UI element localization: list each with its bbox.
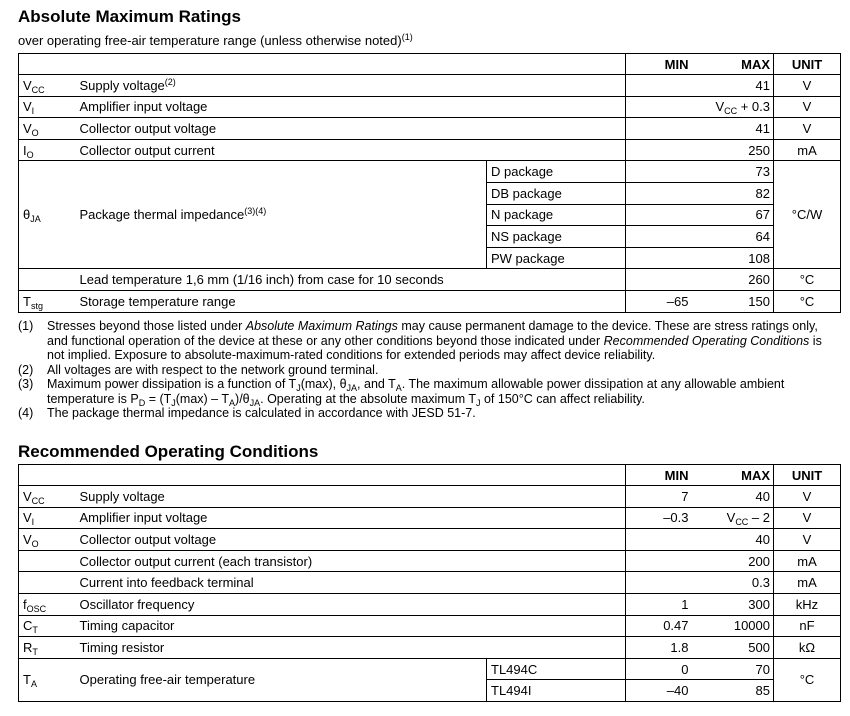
- amr-subtitle: [18, 33, 413, 48]
- text-segment: = (T: [145, 391, 172, 406]
- parameter-cell: [76, 529, 626, 551]
- header-unit: UNIT: [774, 54, 841, 75]
- text-segment: of 150°C can affect reliability.: [480, 391, 645, 406]
- unit-cell: [774, 118, 841, 140]
- text-segment: O: [26, 149, 34, 160]
- text-segment: 73: [755, 164, 770, 180]
- parameter-cell: [76, 75, 626, 97]
- parameter-cell: [76, 118, 626, 140]
- text-segment: over operating free-air temperature range (unless otherwise noted): [18, 33, 402, 48]
- min-cell: [626, 529, 698, 551]
- text-segment: CC: [31, 495, 45, 506]
- text-segment: The package thermal impedance is calculated in accordance with JESD 51-7.: [47, 406, 476, 420]
- symbol-cell: [19, 486, 76, 508]
- text-segment: V: [715, 99, 725, 115]
- table-row: [19, 139, 841, 161]
- text-segment: may cause permanent damage to the device. These are stress ratings only, and functional operation of the device at these or any other conditions beyond those indicated under: [47, 319, 818, 348]
- text-segment: CC: [724, 106, 738, 117]
- text-segment: TL494C: [491, 661, 538, 677]
- text-segment: Maximum power dissipation is a function of T: [47, 377, 297, 391]
- max-cell: [698, 118, 774, 140]
- text-segment: A: [395, 383, 402, 393]
- parameter-cell: [76, 161, 487, 269]
- table-row: [19, 96, 841, 118]
- text-segment: I: [31, 106, 35, 117]
- text-segment: JA: [30, 214, 41, 225]
- max-cell: [698, 204, 774, 226]
- text-segment: V: [23, 99, 32, 115]
- text-segment: Supply voltage: [79, 77, 165, 93]
- text-segment: A: [229, 397, 236, 408]
- symbol-cell: [19, 593, 76, 615]
- unit-cell: [774, 290, 841, 312]
- table-row: [19, 529, 841, 551]
- condition-cell: [487, 247, 626, 269]
- header-blank: [19, 465, 626, 486]
- text-segment: 0.47: [663, 618, 689, 634]
- text-segment: 41: [755, 120, 770, 136]
- text-segment: )/θ: [235, 391, 250, 406]
- header-unit: UNIT: [774, 465, 841, 486]
- parameter-cell: [76, 507, 626, 529]
- symbol-cell: [19, 139, 76, 161]
- text-segment: V: [802, 531, 812, 547]
- unit-cell: [774, 161, 841, 269]
- text-segment: (max) – T: [175, 391, 230, 406]
- unit-cell: [774, 96, 841, 118]
- max-cell: [698, 593, 774, 615]
- text-segment: D package: [491, 164, 554, 180]
- text-segment: mA: [797, 142, 817, 158]
- text-segment: 1.8: [670, 639, 689, 655]
- text-segment: mA: [797, 575, 817, 591]
- absolute-maximum-ratings-table: [18, 53, 841, 313]
- text-segment: V: [802, 120, 812, 136]
- table-row: [19, 658, 841, 680]
- text-segment: NS package: [491, 228, 562, 244]
- condition-cell: [487, 680, 626, 702]
- min-cell: [626, 658, 698, 680]
- condition-cell: [487, 182, 626, 204]
- max-cell: [698, 290, 774, 312]
- text-segment: (1): [401, 32, 413, 42]
- text-segment: f: [23, 596, 27, 612]
- symbol-cell: [19, 550, 76, 572]
- text-segment: V: [726, 510, 736, 526]
- min-cell: [626, 139, 698, 161]
- text-segment: 260: [748, 272, 770, 288]
- text-segment: J: [476, 397, 481, 408]
- max-cell: [698, 550, 774, 572]
- text-segment: is not implied. Exposure to absolute-maximum-rated conditions for extended periods may affect device reliability.: [47, 333, 822, 362]
- symbol-cell: [19, 507, 76, 529]
- parameter-cell: [76, 658, 487, 701]
- text-segment: JA: [346, 383, 358, 393]
- table-row: [19, 118, 841, 140]
- text-segment: 85: [755, 683, 770, 699]
- text-segment: O: [31, 127, 39, 138]
- text-segment: Absolute Maximum Ratings: [245, 319, 398, 333]
- footnote: [18, 319, 833, 363]
- unit-cell: [774, 637, 841, 659]
- text-segment: °C/W: [791, 207, 823, 223]
- text-segment: Lead temperature 1,6 mm (1/16 inch) from case for 10 seconds: [79, 272, 444, 288]
- text-segment: 10000: [733, 618, 770, 634]
- text-segment: 67: [755, 207, 770, 223]
- min-cell: [626, 615, 698, 637]
- recommended-operating-conditions-table: [18, 464, 841, 702]
- max-cell: [698, 637, 774, 659]
- text-segment: (2): [164, 76, 176, 87]
- table-row: [19, 290, 841, 312]
- max-cell: [698, 75, 774, 97]
- max-cell: [698, 507, 774, 529]
- max-cell: [698, 161, 774, 183]
- text-segment: C: [23, 618, 33, 634]
- text-segment: 150: [748, 293, 770, 309]
- min-cell: [626, 75, 698, 97]
- symbol-cell: [19, 290, 76, 312]
- header-max: MAX: [698, 465, 774, 486]
- footnote: [18, 406, 833, 421]
- amr-title: Absolute Maximum Ratings: [18, 7, 241, 26]
- text-segment: Collector output current (each transistor): [79, 553, 313, 569]
- condition-cell: [487, 204, 626, 226]
- text-segment: Amplifier input voltage: [79, 510, 208, 526]
- text-segment: mA: [797, 553, 817, 569]
- text-segment: A: [30, 679, 37, 690]
- parameter-cell: [76, 572, 626, 594]
- text-segment: V: [23, 531, 32, 547]
- text-segment: T: [32, 646, 38, 657]
- parameter-cell: [76, 96, 626, 118]
- text-segment: 250: [748, 142, 770, 158]
- text-segment: , and T: [357, 377, 396, 391]
- text-segment: 108: [748, 250, 770, 266]
- text-segment: 7: [681, 488, 689, 504]
- text-segment: θ: [23, 207, 31, 223]
- min-cell: [626, 269, 698, 291]
- unit-cell: [774, 507, 841, 529]
- text-segment: JA: [249, 397, 261, 408]
- min-cell: [626, 507, 698, 529]
- symbol-cell: [19, 269, 76, 291]
- table-row: [19, 615, 841, 637]
- text-segment: V: [23, 510, 32, 526]
- max-cell: [698, 139, 774, 161]
- unit-cell: [774, 529, 841, 551]
- text-segment: PW package: [491, 250, 565, 266]
- text-segment: J: [171, 397, 176, 408]
- text-segment: 40: [755, 531, 770, 547]
- text-segment: V: [802, 99, 812, 115]
- min-cell: [626, 290, 698, 312]
- text-segment: 1: [681, 596, 689, 612]
- max-cell: [698, 658, 774, 680]
- text-segment: – 2: [748, 510, 770, 526]
- table-row: [19, 75, 841, 97]
- parameter-cell: [76, 615, 626, 637]
- text-segment: V: [23, 77, 32, 93]
- min-cell: [626, 247, 698, 269]
- text-segment: T: [23, 293, 31, 309]
- text-segment: 70: [755, 661, 770, 677]
- text-segment: Timing capacitor: [79, 618, 175, 634]
- symbol-cell: [19, 572, 76, 594]
- text-segment: T: [23, 672, 31, 688]
- unit-cell: [774, 658, 841, 701]
- footnote-text: [47, 406, 476, 421]
- unit-cell: [774, 550, 841, 572]
- header-min: MIN: [626, 54, 698, 75]
- text-segment: Operating free-air temperature: [79, 672, 256, 688]
- text-segment: J: [296, 383, 301, 393]
- text-segment: 41: [755, 77, 770, 93]
- text-segment: . Operating at the absolute maximum T: [260, 391, 476, 406]
- text-segment: 200: [748, 553, 770, 569]
- text-segment: N package: [491, 207, 554, 223]
- text-segment: O: [31, 538, 39, 549]
- text-segment: kHz: [795, 596, 819, 612]
- min-cell: [626, 182, 698, 204]
- text-segment: Recommended Operating Conditions: [603, 333, 810, 348]
- text-segment: Collector output current: [79, 142, 215, 158]
- condition-cell: [487, 161, 626, 183]
- footnote-number: (1): [18, 319, 34, 333]
- text-segment: nF: [799, 618, 815, 634]
- text-segment: kΩ: [798, 639, 816, 655]
- unit-cell: [774, 572, 841, 594]
- text-segment: V: [802, 510, 812, 526]
- min-cell: [626, 572, 698, 594]
- min-cell: [626, 637, 698, 659]
- text-segment: °C: [799, 272, 815, 288]
- text-segment: 300: [748, 596, 770, 612]
- text-segment: DB package: [491, 185, 562, 201]
- text-segment: 0: [681, 661, 689, 677]
- parameter-cell: [76, 550, 626, 572]
- min-cell: [626, 550, 698, 572]
- text-segment: . The maximum allowable power dissipation at any allowable ambient temperature is P: [47, 377, 785, 406]
- min-cell: [626, 486, 698, 508]
- min-cell: [626, 226, 698, 248]
- text-segment: stg: [30, 300, 43, 311]
- text-segment: –65: [666, 293, 689, 309]
- text-segment: All voltages are with respect to the network ground terminal.: [47, 362, 379, 377]
- header-min: MIN: [626, 465, 698, 486]
- min-cell: [626, 680, 698, 702]
- max-cell: [698, 486, 774, 508]
- parameter-cell: [76, 269, 626, 291]
- header-blank: [19, 54, 626, 75]
- unit-cell: [774, 615, 841, 637]
- text-segment: V: [23, 488, 32, 504]
- symbol-cell: [19, 118, 76, 140]
- text-segment: D: [138, 397, 146, 408]
- footnote-number: (4): [18, 406, 34, 420]
- text-segment: (max), θ: [300, 377, 347, 391]
- footnote: [18, 363, 833, 378]
- text-segment: + 0.3: [737, 99, 770, 115]
- unit-cell: [774, 486, 841, 508]
- text-segment: Current into feedback terminal: [79, 575, 254, 591]
- min-cell: [626, 593, 698, 615]
- footnote: [18, 377, 833, 406]
- text-segment: 40: [755, 488, 770, 504]
- text-segment: TL494I: [491, 683, 532, 699]
- text-segment: 82: [755, 185, 770, 201]
- symbol-cell: [19, 615, 76, 637]
- text-segment: (3)(4): [244, 206, 267, 217]
- unit-cell: [774, 269, 841, 291]
- max-cell: [698, 96, 774, 118]
- text-segment: Collector output voltage: [79, 531, 217, 547]
- min-cell: [626, 118, 698, 140]
- parameter-cell: [76, 139, 626, 161]
- text-segment: R: [23, 639, 33, 655]
- symbol-cell: [19, 529, 76, 551]
- text-segment: –40: [666, 683, 689, 699]
- symbol-cell: [19, 637, 76, 659]
- footnote-text: [47, 363, 378, 378]
- table-row: [19, 507, 841, 529]
- symbol-cell: [19, 75, 76, 97]
- unit-cell: [774, 75, 841, 97]
- text-segment: V: [802, 77, 812, 93]
- max-cell: [698, 247, 774, 269]
- min-cell: [626, 96, 698, 118]
- min-cell: [626, 204, 698, 226]
- text-segment: 64: [755, 228, 770, 244]
- text-segment: V: [23, 120, 32, 136]
- table-row: [19, 269, 841, 291]
- footnote-number: (2): [18, 362, 34, 377]
- text-segment: I: [31, 517, 35, 528]
- text-segment: Supply voltage: [79, 488, 165, 504]
- roc-title: Recommended Operating Conditions: [18, 442, 319, 461]
- max-cell: [698, 269, 774, 291]
- max-cell: [698, 680, 774, 702]
- text-segment: 0.3: [751, 575, 770, 591]
- max-cell: [698, 226, 774, 248]
- max-cell: [698, 529, 774, 551]
- condition-cell: [487, 658, 626, 680]
- text-segment: Collector output voltage: [79, 120, 217, 136]
- text-segment: T: [32, 625, 38, 636]
- text-segment: Amplifier input voltage: [79, 99, 208, 115]
- condition-cell: [487, 226, 626, 248]
- text-segment: Stresses beyond those listed under: [47, 319, 246, 333]
- table-row: [19, 161, 841, 183]
- header-max: MAX: [698, 54, 774, 75]
- symbol-cell: [19, 161, 76, 269]
- parameter-cell: [76, 486, 626, 508]
- symbol-cell: [19, 658, 76, 701]
- footnote-number: (3): [18, 377, 34, 391]
- parameter-cell: [76, 637, 626, 659]
- footnote-text: [47, 319, 833, 363]
- text-segment: °C: [799, 672, 815, 688]
- table-row: [19, 550, 841, 572]
- table-row: [19, 593, 841, 615]
- text-segment: I: [23, 142, 27, 158]
- unit-cell: [774, 593, 841, 615]
- table-row: [19, 486, 841, 508]
- footnote-text: [47, 377, 833, 406]
- text-segment: V: [802, 488, 812, 504]
- unit-cell: [774, 139, 841, 161]
- min-cell: [626, 161, 698, 183]
- table-row: [19, 572, 841, 594]
- parameter-cell: [76, 593, 626, 615]
- max-cell: [698, 615, 774, 637]
- text-segment: Timing resistor: [79, 639, 165, 655]
- max-cell: [698, 182, 774, 204]
- text-segment: Oscillator frequency: [79, 596, 195, 612]
- text-segment: OSC: [26, 603, 47, 614]
- text-segment: Storage temperature range: [79, 293, 236, 309]
- footnotes: [18, 319, 833, 421]
- text-segment: CC: [31, 84, 45, 95]
- parameter-cell: [76, 290, 626, 312]
- text-segment: CC: [735, 517, 749, 528]
- max-cell: [698, 572, 774, 594]
- symbol-cell: [19, 96, 76, 118]
- text-segment: °C: [799, 293, 815, 309]
- table-row: [19, 637, 841, 659]
- text-segment: Package thermal impedance: [79, 207, 245, 223]
- text-segment: 500: [748, 639, 770, 655]
- text-segment: –0.3: [663, 510, 689, 526]
